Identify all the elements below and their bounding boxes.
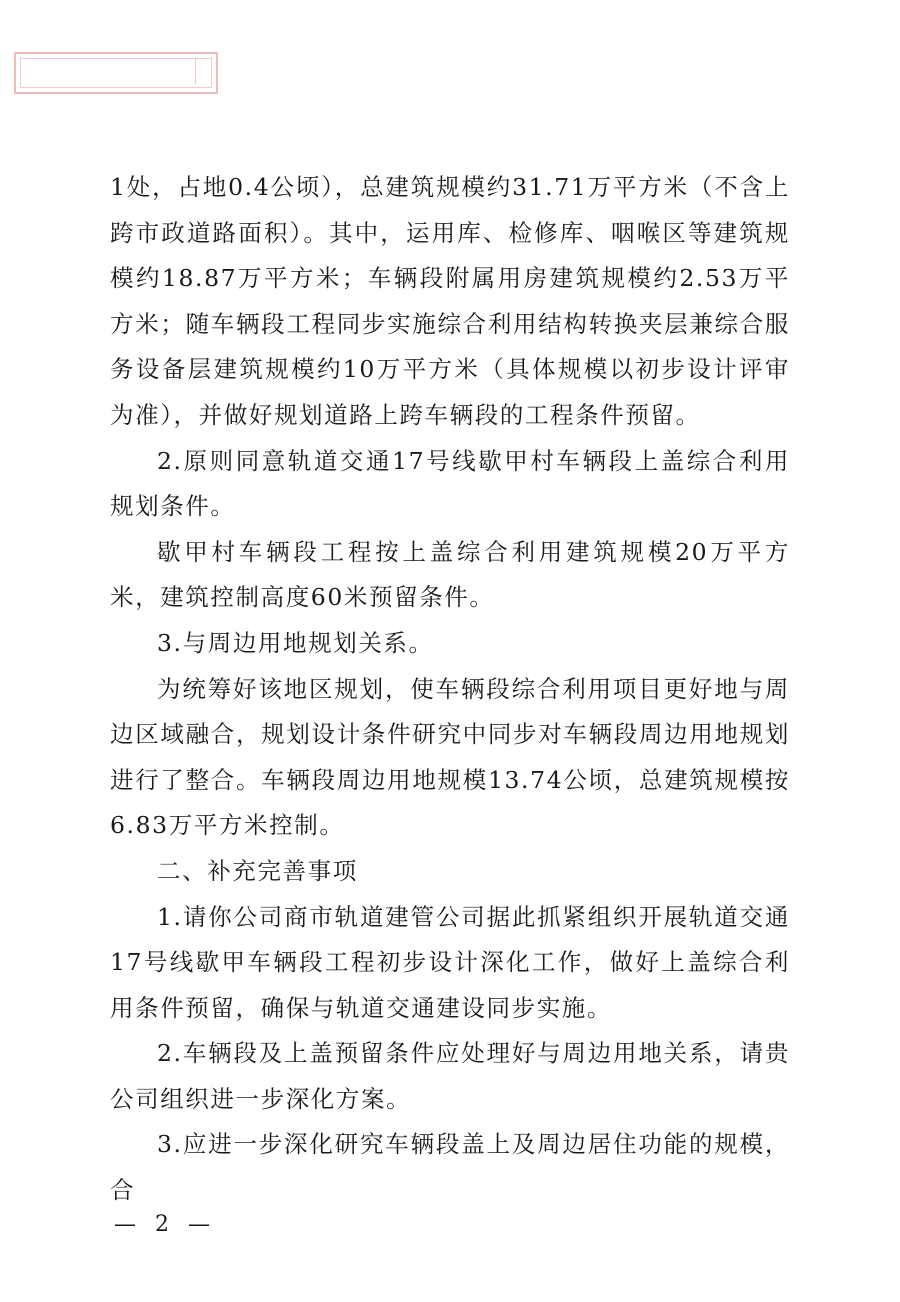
paragraph-surrounding-land: 为统筹好该地区规划，使车辆段综合利用项目更好地与周边区域融合，规划设计条件研究中同步对车辆段周边用地规划进行了整合。车辆段周边用地规模13.74公顷，总建筑规模按6.83万平方米控制。 (110, 674, 790, 840)
paragraph-supplement-1: 1.请你公司商市轨道建管公司据此抓紧组织开展轨道交通17号线歇甲车辆段工程初步设计深化工作，做好上盖综合利用条件预留，确保与轨道交通建设同步实施。 (110, 902, 790, 1022)
paragraph-item-3: 3.与周边用地规划关系。 (157, 628, 434, 657)
paragraph-scale: 歇甲村车辆段工程按上盖综合利用建筑规模20万平方米，建筑控制高度60米预留条件。 (110, 537, 790, 612)
paragraph-supplement-3: 3.应进一步深化研究车辆段盖上及周边居住功能的规模，合 (110, 1130, 790, 1205)
paragraph-continuation: 1处，占地0.4公顷），总建筑规模约31.71万平方米（不含上跨市政道路面积）。其中，运用库、检修库、咽喉区等建筑规模约18.87万平方米；车辆段附属用房建筑规模约2.53万平方米；随车辆段工程同步实施综合利用结构转换夹层兼综合服务设备层建筑规模约10万平方米（具体规模以初步设计评审为准），并做好规划道路上跨车辆段的工程条件预留。 (110, 173, 790, 429)
stamp-mark (14, 52, 218, 94)
paragraph-item-2: 2.原则同意轨道交通17号线歇甲村车辆段上盖综合利用规划条件。 (110, 446, 790, 521)
document-body (110, 165, 790, 1214)
stamp-inner-border (20, 58, 212, 88)
section-heading: 二、补充完善事项 (157, 856, 358, 885)
stamp-seal-box (195, 58, 212, 84)
page-number: — 2 — (114, 1212, 216, 1237)
paragraph-supplement-2: 2.车辆段及上盖预留条件应处理好与周边用地关系，请贵公司组织进一步深化方案。 (110, 1039, 790, 1113)
